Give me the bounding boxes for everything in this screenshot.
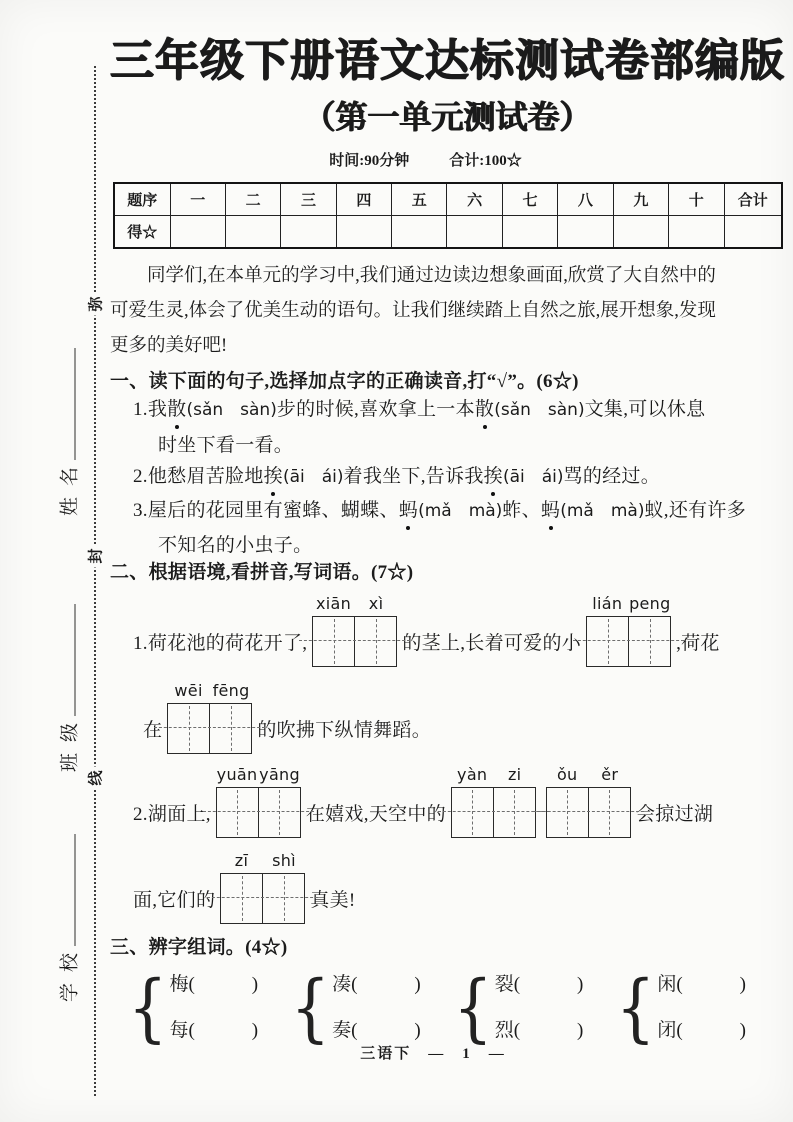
q13-pinyin-choice[interactable]: (mǎ mà) [418,501,503,521]
pinyin-write-boxes-lianpeng[interactable] [586,593,671,667]
write-cell[interactable] [167,703,210,754]
score-corner-cell: 题序 [114,183,170,216]
pinyin-write-boxes-zishi[interactable] [220,850,305,924]
score-col-10: 十 [669,183,724,216]
q13-dotted-char: 蚂 [541,497,560,524]
pinyin-write-boxes-xianxi[interactable] [312,593,397,667]
score-cell[interactable] [669,216,724,249]
brace-icon: { [453,963,493,1052]
q22-text: 会掠过湖 [635,803,714,825]
pinyin-write-boxes-ouer[interactable] [546,764,631,838]
school-field-label [55,834,82,1002]
write-cell[interactable] [451,787,494,838]
time-limit: 时间:90分钟 [329,153,410,169]
write-cell[interactable] [220,873,263,924]
q12-dotted-char: 挨 [264,463,283,490]
pair-bottom-answer[interactable]: 每( ) [169,1020,259,1041]
q22-text: 真美! [310,889,356,911]
question-1-1-line2: 时坐下看一看。 [158,435,294,456]
pair-top-answer[interactable]: 闲( ) [657,974,746,995]
class-blank-line[interactable] [74,604,76,716]
q21-text: 在 [143,719,163,741]
question-1-3-line1 [133,497,746,525]
score-col-5: 五 [392,183,447,216]
pair-top-answer[interactable]: 凑( ) [332,974,421,995]
write-cell[interactable] [312,616,355,667]
seal-char-xian: 线 [85,766,106,789]
pair-top-answer[interactable]: 裂( ) [494,974,584,995]
q11-text: 文集,可以休息 [584,399,706,420]
score-col-7: 七 [502,183,557,216]
seal-char-feng: 封 [85,544,106,567]
score-cell[interactable] [613,216,668,249]
score-cell[interactable] [225,216,280,249]
word-pairs-row [128,962,746,1054]
pair-bottom-answer[interactable]: 烈( ) [494,1020,584,1041]
q13-pinyin-choice[interactable]: (mǎ mà) [560,501,645,521]
class-field-label [55,604,82,772]
q11-pinyin-choice[interactable]: (sǎn sàn) [494,400,585,420]
score-table-score-row [114,216,782,249]
pinyin-label: wēi fēng [174,680,250,700]
question-2-2-line1 [133,764,714,837]
q21-text: 的吹拂下纵情舞蹈。 [257,719,432,741]
write-cell[interactable] [259,787,301,838]
q13-text: 蚁,还有许多 [644,500,747,521]
write-cell[interactable] [494,787,536,838]
q22-text: 2.湖面上, [133,803,211,825]
word-pair-group [128,962,258,1054]
word-pair-group [453,962,583,1054]
class-label-text: 班级 [59,711,81,773]
score-cell[interactable] [392,216,447,249]
question-1-1-line1 [133,396,705,424]
q12-text: 着我坐下,告诉我 [343,466,484,487]
seal-char-mi: 弥 [85,292,106,315]
q13-dotted-char: 蚂 [399,497,418,524]
page-subtitle: （第一单元测试卷） [303,99,592,135]
score-cell[interactable] [558,216,613,249]
score-col-total: 合计 [724,183,782,216]
q12-dotted-char: 挨 [484,463,503,490]
score-col-3: 三 [281,183,336,216]
score-col-9: 九 [613,183,668,216]
score-cell[interactable] [281,216,336,249]
q21-text: 的茎上,长着可爱的小 [402,632,582,654]
pinyin-label: yuān yāng [216,764,300,784]
q12-pinyin-choice[interactable]: (āi ái) [282,467,344,487]
score-table-header-row [114,183,782,216]
question-2-2-line2 [133,850,356,923]
write-cell[interactable] [216,787,259,838]
pinyin-label: ǒu ěr [556,764,619,784]
q11-text: 步的时候,喜欢拿上一本 [276,399,475,420]
intro-line: 可爱生灵,体会了优美生动的语句。让我们继续踏上自然之旅,展开想象,发现 [110,301,716,321]
pinyin-write-boxes-weifeng[interactable] [167,680,252,754]
question-2-1-line1 [133,593,720,666]
intro-line: 更多的美好吧! [110,336,228,356]
pair-top-answer[interactable]: 梅( ) [169,974,259,995]
q11-text: 1.我 [133,399,168,420]
section1-title: 一、读下面的句子,选择加点字的正确读音,打“√”。(6☆) [110,371,579,392]
pinyin-write-boxes-yuanyang[interactable] [216,764,301,838]
write-cell[interactable] [586,616,629,667]
score-cell[interactable] [336,216,391,249]
section2-title: 二、根据语境,看拼音,写词语。(7☆) [110,562,414,583]
write-cell[interactable] [210,703,252,754]
score-col-2: 二 [225,183,280,216]
pair-bottom-answer[interactable]: 奏( ) [332,1020,421,1041]
name-label-text: 姓名 [59,455,81,517]
q22-text: 在嬉戏,天空中的 [305,803,446,825]
score-table [113,182,783,249]
score-col-6: 六 [447,183,502,216]
page-title: 三年级下册语文达标测试卷部编版 [110,36,785,85]
brace-icon: { [128,963,168,1052]
name-blank-line[interactable] [74,348,76,460]
intro-paragraph [110,259,788,364]
q12-text: 2.他愁眉苦脸地 [133,466,264,487]
question-1-2 [133,463,660,491]
q13-text: 3.屋后的花园里有蜜蜂、蝴蝶、 [133,500,399,521]
score-cell[interactable] [447,216,502,249]
pinyin-write-boxes-yanzi[interactable] [451,764,536,838]
write-cell[interactable] [629,616,671,667]
school-blank-line[interactable] [74,834,76,946]
write-cell[interactable] [263,873,305,924]
q13-text: 蚱、 [502,500,541,521]
seal-dashed-line [94,66,96,1096]
write-cell[interactable] [355,616,397,667]
score-col-1: 一 [170,183,225,216]
write-cell[interactable] [546,787,589,838]
total-score: 合计:100☆ [449,153,522,169]
word-pair-group [291,962,421,1054]
q11-dotted-char: 散 [475,396,494,423]
pinyin-label: xiān xì [316,593,384,613]
school-label-text: 学校 [59,941,81,1003]
exam-meta [108,149,787,170]
pinyin-label: zī shì [234,850,296,870]
question-2-1-line2 [143,680,432,753]
brace-icon: { [290,963,331,1052]
q11-pinyin-choice[interactable]: (sǎn sàn) [186,400,277,420]
pinyin-label: lián peng [592,593,671,613]
page-footer: 三语下 — 1 — [360,1046,506,1062]
score-col-8: 八 [558,183,613,216]
word-pair-group [616,962,746,1054]
score-cell-total[interactable] [724,216,782,249]
pinyin-label: yàn zi [457,764,522,784]
intro-line: 同学们,在本单元的学习中,我们通过边读边想象画面,欣赏了大自然中的 [147,266,716,286]
section3-title: 三、辨字组词。(4☆) [110,937,288,958]
q22-text: 面,它们的 [133,889,216,911]
score-row-label: 得☆ [114,216,170,249]
question-1-3-line2: 不知名的小虫子。 [158,535,313,556]
q11-dotted-char: 散 [167,396,186,423]
q21-text: ,荷花 [676,632,720,654]
write-cell[interactable] [589,787,631,838]
score-cell[interactable] [502,216,557,249]
q21-text: 1.荷花池的荷花开了, [133,632,308,654]
q12-text: 骂的经过。 [563,466,661,487]
score-col-4: 四 [336,183,391,216]
score-cell[interactable] [170,216,225,249]
q12-pinyin-choice[interactable]: (āi ái) [502,467,564,487]
name-field-label [55,348,82,516]
pair-bottom-answer[interactable]: 闭( ) [657,1020,746,1041]
brace-icon: { [615,963,656,1052]
